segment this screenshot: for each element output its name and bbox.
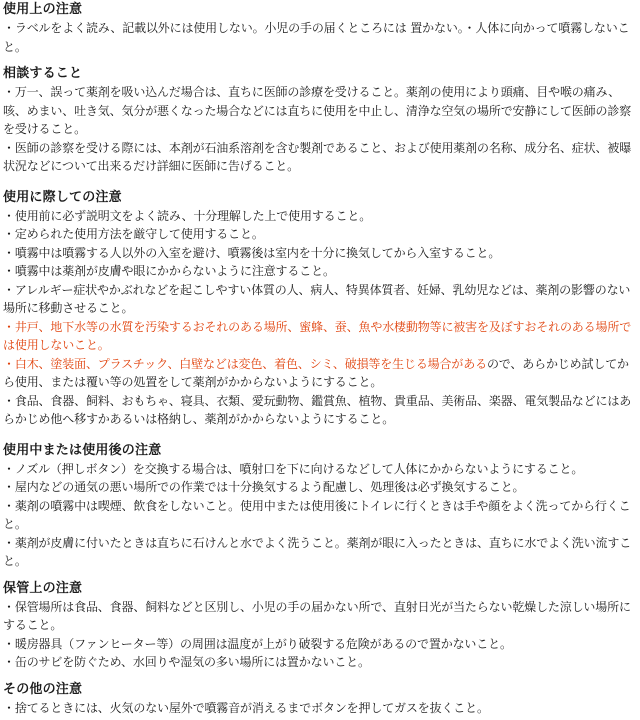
warning-text: ・白木、塗装面、プラスチック、白壁などは変色、着色、シミ、破損等を生じる場合がある: [3, 356, 487, 371]
section-other: [3, 680, 636, 718]
section-heading: 使用中または使用後の注意: [3, 442, 162, 458]
list-item: ・保管場所は食品、食器、飼料などと区別し、小児の手の届かない所で、直射日光が当たらない乾燥した涼しい場所にすること。: [3, 599, 631, 632]
list-item: ・医師の診察を受ける際には、本剤が石油系溶剤を含む製剤であること、および使用薬剤の名称、成分名、症状、被曝状況などについて出来るだけ詳細に医師に告げること。: [3, 140, 632, 173]
section-heading: その他の注意: [3, 681, 83, 697]
warning-item: ・井戸、地下水等の水質を汚染するおそれのある場所、蜜蜂、蚕、魚や水棲動物等に被害を及ぼすおそれのある場所では使用しないこと。: [3, 319, 632, 352]
section-heading: 使用に際しての注意: [3, 189, 122, 205]
list-item: ・噴霧中は薬剤が皮膚や眼にかからないように注意すること。: [3, 264, 335, 278]
section-heading: 使用上の注意: [3, 2, 83, 17]
list-item: ・アレルギー症状やかぶれなどを起こしやすい体質の人、病人、特異体質者、妊婦、乳幼児などは、薬剤の影響のない場所に移動させること。: [3, 282, 631, 315]
list-item: ・薬剤の噴霧中は喫煙、飲食をしないこと。使用中または使用後にトイレに行くときは手や顔をよく洗ってから行くこと。: [3, 498, 631, 531]
mixed-warning-item: [3, 355, 636, 392]
list-item: ・食品、食器、飼料、おもちゃ、寝具、衣類、愛玩動物、鑑賞魚、植物、貴重品、美術品、楽器、電気製品などにはあらかじめ他へ移すかあるいは格納し、薬剤がかからないようにすること。: [3, 393, 632, 426]
list-item: ・万一、誤って薬剤を吸い込んだ場合は、直ちに医師の診療を受けること。薬剤の使用により頭痛、目や喉の痛み、咳、めまい、吐き気、気分が悪くなった場合などには直ちに使用を中止し、清浄な空気の場所で安静にして医師の診察を受けること。: [3, 85, 632, 136]
list-item: ・捨てるときには、火気のない屋外で噴霧音が消えるまでボタンを押してガスを抜くこと。: [3, 700, 489, 715]
list-item: ・屋内などの通気の悪い場所での作業では十分換気するよう配慮し、処理後は必ず換気すること。: [3, 480, 525, 494]
list-item: ・缶のサビを防ぐため、水回りや湿気の多い場所には置かないこと。: [3, 655, 370, 669]
section-usage-precautions: [3, 0, 636, 56]
list-item: ・ラベルをよく読み、記載以外には使用しない。小児の手の届くところには 置かない。・人体に向かって噴霧しないこと。: [3, 21, 630, 54]
list-item: ・定められた使用方法を厳守して使用すること。: [3, 227, 264, 241]
instruction-text: ので、あらかじめ試してから使用、または覆い等の処置をして薬剤がかからないようにすること。: [3, 356, 629, 389]
list-item: ・暖房器具（ファンヒーター等）の周囲は温度が上がり破裂する危険があるので置かないこと。: [3, 636, 512, 651]
section-heading: 相談すること: [3, 66, 83, 81]
section-during-after-use: [3, 441, 636, 571]
section-heading: 保管上の注意: [3, 580, 83, 596]
section-storage: [3, 579, 636, 672]
list-item: ・使用前に必ず説明文をよく読み、十分理解した上で使用すること。: [3, 208, 372, 223]
section-consultation: [3, 64, 636, 176]
list-item: ・薬剤が皮膚に付いたときは直ちに石けんと水でよく洗うこと。薬剤が眼に入ったときは、直ちに水でよく洗い流すこと。: [3, 535, 632, 568]
section-when-using: [3, 188, 636, 429]
list-item: ・噴霧中は噴霧する人以外の入室を避け、噴霧後は室内を十分に換気してから入室すること。: [3, 245, 501, 260]
list-item: ・ノズル（押しボタン）を交換する場合は、噴射口を下に向けるなどして人体にかからないようにすること。: [3, 461, 584, 476]
